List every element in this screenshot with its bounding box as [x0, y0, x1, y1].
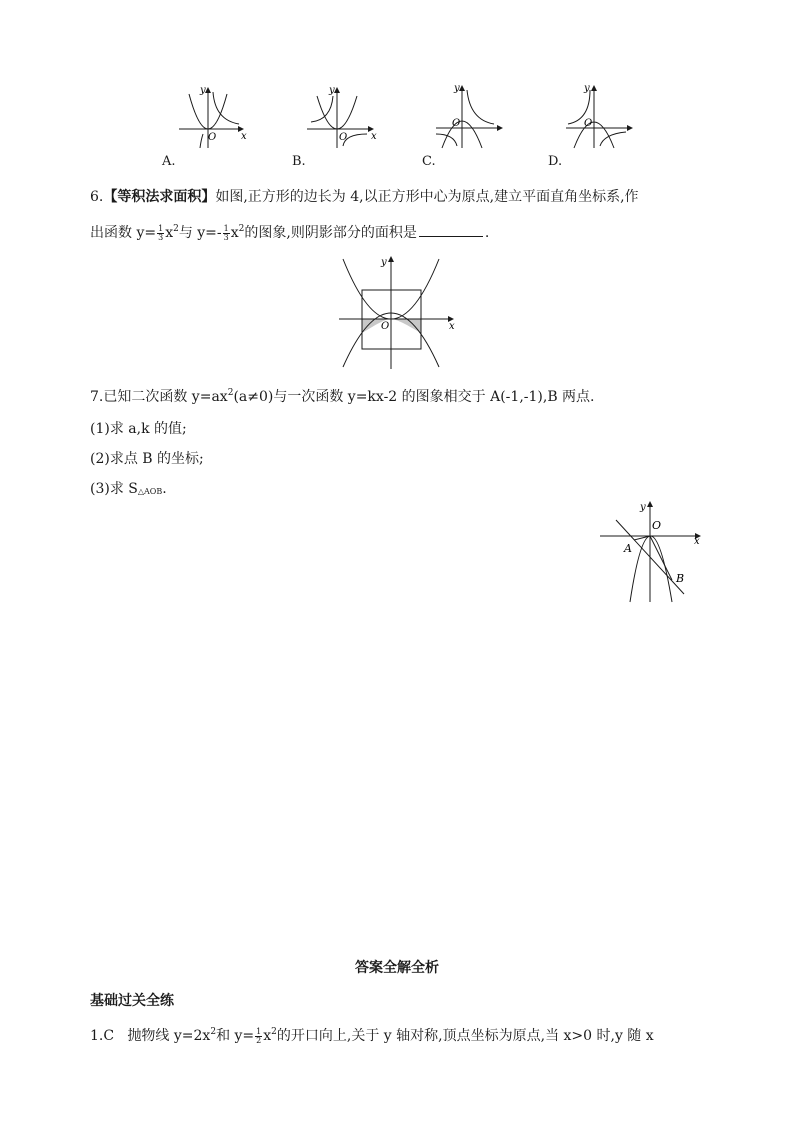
option-a-graph: [175, 82, 255, 150]
svg-text:O: O: [339, 132, 348, 143]
answer-1-text-a: 抛物线 y=2x: [127, 1028, 211, 1044]
question-6-number: 6.: [90, 189, 104, 205]
question-6-text-2b: 与 y=-: [178, 225, 222, 241]
answer-1-number: 1.C: [90, 1028, 115, 1044]
exponent: 2: [210, 1027, 217, 1037]
question-6-tag: 【等积法求面积】: [103, 189, 216, 205]
fraction-denominator: 3: [158, 232, 164, 242]
question-6-line-1: [90, 186, 639, 206]
svg-text:O: O: [584, 118, 593, 129]
question-7-part-3-text: (3)求 S: [90, 481, 138, 497]
question-7-part-1: (1)求 a,k 的值;: [90, 421, 187, 437]
svg-text:x: x: [694, 536, 700, 547]
svg-text:y: y: [200, 85, 206, 96]
svg-text:y: y: [454, 83, 460, 94]
svg-text:y: y: [329, 85, 335, 96]
variable-x: x: [165, 225, 174, 241]
exponent: 2: [238, 224, 245, 234]
exponent: 2: [227, 388, 234, 398]
answer-1-text-c: 的开口向上,关于 y 轴对称,顶点坐标为原点,当 x>0 时,y 随 x: [276, 1028, 654, 1044]
svg-text:y: y: [381, 257, 387, 268]
exponent: 2: [173, 224, 179, 234]
period: .: [484, 225, 490, 241]
option-a-label: A.: [162, 154, 176, 169]
svg-text:O: O: [208, 132, 217, 143]
svg-text:y: y: [640, 502, 646, 513]
answers-section-heading: 基础过关全练: [90, 993, 174, 1009]
question-7-line-1: [90, 386, 595, 406]
svg-text:x: x: [241, 131, 247, 142]
variable-x: x: [263, 1028, 272, 1044]
question-7-text-1a: 7.已知二次函数 y=ax: [90, 389, 228, 405]
exponent: 2: [271, 1027, 277, 1037]
fraction-denominator: 3: [223, 232, 229, 242]
answer-1-text-b: 和 y=: [216, 1028, 255, 1044]
fraction-one-third-2: [223, 225, 230, 242]
svg-text:O: O: [652, 519, 662, 532]
option-c-label: C.: [422, 154, 436, 169]
question-7-part-3: [90, 478, 167, 498]
question-7-figure: [596, 498, 706, 604]
question-6-text-2c: 的图象,则阴影部分的面积是: [244, 225, 417, 241]
option-d-label: D.: [548, 154, 563, 169]
answers-title: 答案全解全析: [355, 960, 439, 976]
fraction-one-half: [255, 1028, 262, 1045]
svg-text:y: y: [584, 83, 590, 94]
question-6-figure: [335, 253, 460, 371]
question-6-text-2a: 出函数 y=: [90, 225, 157, 241]
fraction-denominator: 2: [256, 1035, 262, 1045]
option-b-label: B.: [292, 154, 306, 169]
svg-text:O: O: [381, 321, 390, 332]
question-7-text-1b: (a≠0)与一次函数 y=kx-2 的图象相交于 A(-1,-1),B 两点.: [233, 389, 595, 405]
fraction-numerator: 1: [158, 223, 164, 233]
svg-text:O: O: [452, 118, 461, 129]
question-7-part-2: (2)求点 B 的坐标;: [90, 451, 204, 467]
svg-text:x: x: [449, 321, 455, 332]
option-b-graph: [303, 82, 383, 150]
answer-1: [90, 1025, 654, 1045]
svg-text:x: x: [371, 131, 377, 142]
period: .: [162, 481, 167, 497]
option-d-graph: [562, 82, 642, 150]
variable-x: x: [230, 225, 239, 241]
question-6-line-2: [90, 222, 489, 242]
option-c-graph: [432, 82, 512, 150]
answer-blank[interactable]: [419, 224, 483, 237]
triangle-subscript: △AOB: [137, 487, 163, 496]
question-6-text-1: 如图,正方形的边长为 4,以正方形中心为原点,建立平面直角坐标系,作: [215, 189, 639, 205]
fraction-numerator: 1: [256, 1026, 262, 1036]
svg-text:A: A: [624, 542, 632, 555]
fraction-one-third: [157, 225, 164, 242]
fraction-numerator: 1: [223, 223, 229, 233]
svg-text:B: B: [676, 572, 685, 585]
